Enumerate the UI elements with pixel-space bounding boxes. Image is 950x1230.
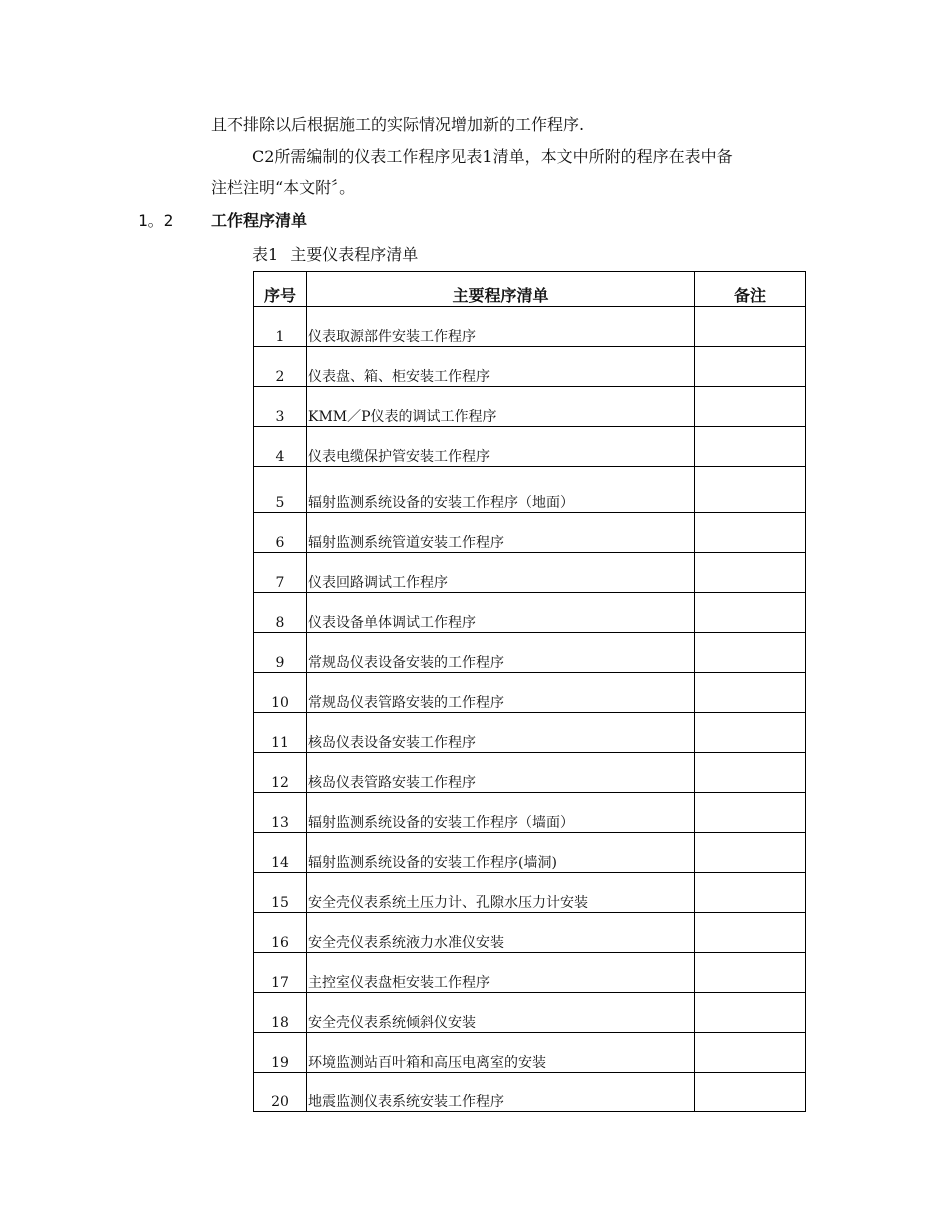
table-row — [254, 953, 806, 993]
program-name-cell: KMM／P仪表的调试工作程序 — [307, 387, 695, 427]
table-row — [254, 387, 806, 427]
row-number-cell: 16 — [254, 913, 307, 953]
table-row — [254, 307, 806, 347]
program-name-cell: 安全壳仪表系统倾斜仪安装 — [307, 993, 695, 1033]
program-name-cell: 仪表电缆保护管安装工作程序 — [307, 427, 695, 467]
remarks-cell — [695, 513, 806, 553]
remarks-cell — [695, 793, 806, 833]
table-row — [254, 753, 806, 793]
program-name-cell: 安全壳仪表系统土压力计、孔隙水压力计安装 — [307, 873, 695, 913]
row-number-cell: 19 — [254, 1033, 307, 1073]
table-body — [254, 307, 806, 1112]
table-caption-label: 表1 — [252, 245, 279, 264]
header-program-list: 主要程序清单 — [307, 272, 695, 307]
program-name-cell: 地震监测仪表系统安装工作程序 — [307, 1073, 695, 1112]
table-row — [254, 593, 806, 633]
row-number-cell: 9 — [254, 633, 307, 673]
remarks-cell — [695, 387, 806, 427]
remarks-cell — [695, 913, 806, 953]
table-row — [254, 467, 806, 513]
remarks-cell — [695, 467, 806, 513]
remarks-cell — [695, 553, 806, 593]
section-title: 工作程序清单 — [211, 211, 308, 230]
header-serial-number: 序号 — [254, 272, 307, 307]
table-row — [254, 1073, 806, 1112]
row-number-cell: 14 — [254, 833, 307, 873]
program-name-cell: 环境监测站百叶箱和高压电离室的安装 — [307, 1033, 695, 1073]
remarks-cell — [695, 833, 806, 873]
row-number-cell: 5 — [254, 467, 307, 513]
header-remarks: 备注 — [695, 272, 806, 307]
program-name-cell: 核岛仪表管路安装工作程序 — [307, 753, 695, 793]
table-row — [254, 553, 806, 593]
remarks-cell — [695, 633, 806, 673]
row-number-cell: 3 — [254, 387, 307, 427]
remarks-cell — [695, 1033, 806, 1073]
remarks-cell — [695, 873, 806, 913]
section-heading — [138, 208, 307, 231]
row-number-cell: 13 — [254, 793, 307, 833]
remarks-cell — [695, 1073, 806, 1112]
row-number-cell: 6 — [254, 513, 307, 553]
table-row — [254, 993, 806, 1033]
remarks-cell — [695, 713, 806, 753]
remarks-cell — [695, 753, 806, 793]
program-name-cell: 辐射监测系统设备的安装工作程序(墙洞) — [307, 833, 695, 873]
remarks-cell — [695, 593, 806, 633]
program-name-cell: 常规岛仪表设备安装的工作程序 — [307, 633, 695, 673]
table-row — [254, 633, 806, 673]
table-row — [254, 1033, 806, 1073]
remarks-cell — [695, 993, 806, 1033]
remarks-cell — [695, 307, 806, 347]
remarks-cell — [695, 347, 806, 387]
body-paragraph-3: 注栏注明“本文附〞。 — [211, 178, 356, 197]
row-number-cell: 15 — [254, 873, 307, 913]
table-row — [254, 833, 806, 873]
row-number-cell: 2 — [254, 347, 307, 387]
program-name-cell: 常规岛仪表管路安装的工作程序 — [307, 673, 695, 713]
row-number-cell: 12 — [254, 753, 307, 793]
program-name-cell: 仪表设备单体调试工作程序 — [307, 593, 695, 633]
row-number-cell: 11 — [254, 713, 307, 753]
program-name-cell: 仪表回路调试工作程序 — [307, 553, 695, 593]
table-row — [254, 673, 806, 713]
program-name-cell: 辐射监测系统设备的安装工作程序（墙面） — [307, 793, 695, 833]
row-number-cell: 8 — [254, 593, 307, 633]
table-row — [254, 793, 806, 833]
body-paragraph-2: C2所需编制的仪表工作程序见表1清单，本文中所附的程序在表中备 — [252, 147, 733, 166]
program-name-cell: 仪表取源部件安装工作程序 — [307, 307, 695, 347]
row-number-cell: 20 — [254, 1073, 307, 1112]
row-number-cell: 18 — [254, 993, 307, 1033]
section-number: 1。2 — [138, 211, 174, 230]
row-number-cell: 17 — [254, 953, 307, 993]
table-caption — [252, 242, 418, 265]
table-header-row — [254, 272, 806, 307]
table-row — [254, 427, 806, 467]
table-row — [254, 513, 806, 553]
remarks-cell — [695, 953, 806, 993]
program-name-cell: 核岛仪表设备安装工作程序 — [307, 713, 695, 753]
program-name-cell: 安全壳仪表系统液力水准仪安装 — [307, 913, 695, 953]
table-row — [254, 347, 806, 387]
program-name-cell: 辐射监测系统管道安装工作程序 — [307, 513, 695, 553]
body-paragraph-1: 且不排除以后根据施工的实际情况增加新的工作程序. — [211, 115, 585, 134]
row-number-cell: 10 — [254, 673, 307, 713]
remarks-cell — [695, 427, 806, 467]
table-row — [254, 713, 806, 753]
table-row — [254, 873, 806, 913]
program-list-table — [253, 271, 806, 1112]
row-number-cell: 4 — [254, 427, 307, 467]
remarks-cell — [695, 673, 806, 713]
program-name-cell: 主控室仪表盘柜安装工作程序 — [307, 953, 695, 993]
program-name-cell: 辐射监测系统设备的安装工作程序（地面） — [307, 467, 695, 513]
row-number-cell: 1 — [254, 307, 307, 347]
row-number-cell: 7 — [254, 553, 307, 593]
table-caption-title: 主要仪表程序清单 — [290, 245, 419, 264]
program-name-cell: 仪表盘、箱、柜安装工作程序 — [307, 347, 695, 387]
table-row — [254, 913, 806, 953]
